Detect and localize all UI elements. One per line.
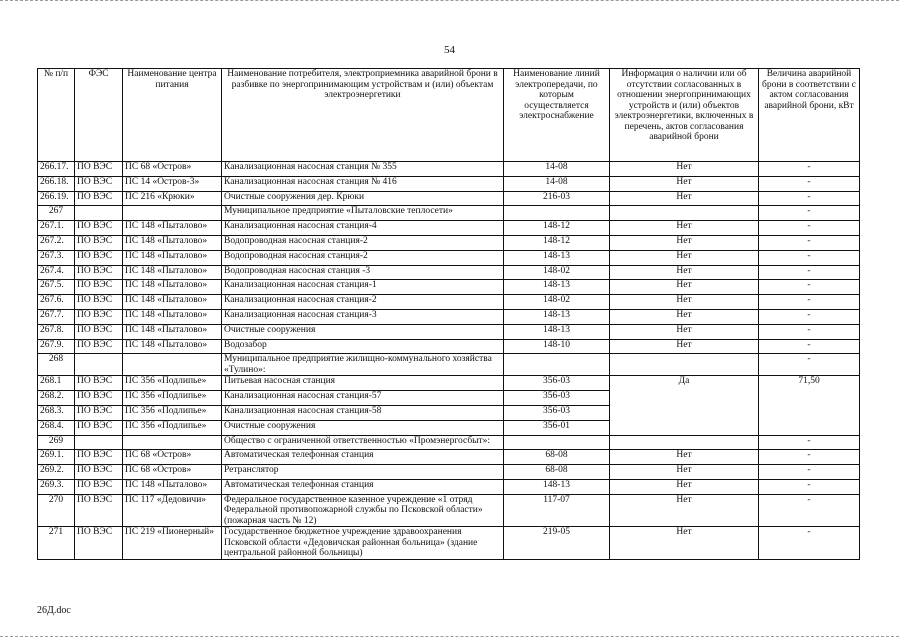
cell-fes: ПО ВЭС: [75, 376, 123, 391]
cell-center: ПС 148 «Пыталово»: [123, 265, 222, 280]
cell-info: Да: [610, 376, 759, 435]
cell-center: ПС 216 «Крюки»: [123, 191, 222, 206]
table-row: [38, 376, 860, 391]
cell-num: 269: [38, 435, 75, 450]
cell-info: [610, 435, 759, 450]
cell-info: Нет: [610, 494, 759, 527]
cell-line: 356-01: [504, 420, 610, 435]
cell-value: -: [759, 280, 860, 295]
cell-line: 148-02: [504, 265, 610, 280]
cell-line: 148-13: [504, 479, 610, 494]
cell-consumer: Муниципальное предприятие жилищно-коммунального хозяйства «Тулино»:: [222, 354, 504, 376]
table-row: [38, 280, 860, 295]
cell-info: Нет: [610, 221, 759, 236]
cell-consumer: Канализационная насосная станция-57: [222, 391, 504, 406]
cell-center: [123, 435, 222, 450]
table-row: [38, 221, 860, 236]
cell-center: ПС 356 «Подлипье»: [123, 405, 222, 420]
cell-fes: ПО ВЭС: [75, 191, 123, 206]
cell-info: Нет: [610, 265, 759, 280]
cell-center: ПС 356 «Подлипье»: [123, 376, 222, 391]
cell-num: 268: [38, 354, 75, 376]
header-consumer: Наименование потребителя, электроприемника аварийной брони в разбивке по энергопринимающим устройствам и (или) объектам электроэнергетики: [222, 69, 504, 162]
cell-num: 269.3.: [38, 479, 75, 494]
cell-fes: ПО ВЭС: [75, 176, 123, 191]
cell-info: Нет: [610, 450, 759, 465]
cell-consumer: Очистные сооружения: [222, 324, 504, 339]
cell-center: ПС 148 «Пыталово»: [123, 295, 222, 310]
scan-edge-bottom: [0, 636, 899, 638]
cell-info: Нет: [610, 176, 759, 191]
cell-fes: ПО ВЭС: [75, 527, 123, 560]
cell-num: 267.6.: [38, 295, 75, 310]
cell-info: [610, 206, 759, 221]
cell-fes: ПО ВЭС: [75, 391, 123, 406]
cell-info: Нет: [610, 191, 759, 206]
table-row: [38, 435, 860, 450]
cell-num: 268.4.: [38, 420, 75, 435]
cell-info: Нет: [610, 295, 759, 310]
cell-line: 148-13: [504, 280, 610, 295]
cell-line: 356-03: [504, 376, 610, 391]
cell-center: ПС 148 «Пыталово»: [123, 235, 222, 250]
cell-num: 267.3.: [38, 250, 75, 265]
cell-fes: ПО ВЭС: [75, 235, 123, 250]
cell-value: -: [759, 354, 860, 376]
cell-fes: ПО ВЭС: [75, 309, 123, 324]
cell-num: 271: [38, 527, 75, 560]
cell-line: 148-10: [504, 339, 610, 354]
cell-num: 270: [38, 494, 75, 527]
cell-consumer: Водопроводная насосная станция-2: [222, 250, 504, 265]
cell-value: -: [759, 465, 860, 480]
cell-center: ПС 148 «Пыталово»: [123, 324, 222, 339]
table-row: [38, 354, 860, 376]
cell-consumer: Канализационная насосная станция-3: [222, 309, 504, 324]
cell-consumer: Водопроводная насосная станция-2: [222, 235, 504, 250]
cell-line: 148-13: [504, 324, 610, 339]
cell-num: 267.2.: [38, 235, 75, 250]
cell-line: 14-08: [504, 176, 610, 191]
table-row: [38, 265, 860, 280]
reserve-table: [37, 68, 860, 560]
cell-value: -: [759, 309, 860, 324]
cell-info: Нет: [610, 162, 759, 177]
cell-num: 268.1: [38, 376, 75, 391]
cell-line: 356-03: [504, 391, 610, 406]
cell-center: ПС 356 «Подлипье»: [123, 420, 222, 435]
cell-center: ПС 356 «Подлипье»: [123, 391, 222, 406]
cell-line: 148-12: [504, 221, 610, 236]
cell-fes: [75, 354, 123, 376]
header-center: Наименование центра питания: [123, 69, 222, 162]
cell-center: ПС 148 «Пыталово»: [123, 280, 222, 295]
header-info: Информация о наличии или об отсутствии согласованных в отношении энергопринимающих устройств и (или) объектов электроэнергетики, включенных в перечень, актов согласования аварийной брони: [610, 69, 759, 162]
header-num: № п/п: [38, 69, 75, 162]
cell-num: 267.9.: [38, 339, 75, 354]
cell-center: ПС 148 «Пыталово»: [123, 309, 222, 324]
table-row: [38, 309, 860, 324]
cell-value: -: [759, 206, 860, 221]
cell-center: ПС 148 «Пыталово»: [123, 479, 222, 494]
cell-fes: ПО ВЭС: [75, 324, 123, 339]
cell-fes: ПО ВЭС: [75, 339, 123, 354]
table-row: [38, 465, 860, 480]
table-row: [38, 295, 860, 310]
table-row: [38, 250, 860, 265]
table-row: [38, 450, 860, 465]
cell-consumer: Очистные сооружения: [222, 420, 504, 435]
cell-value: 71,50: [759, 376, 860, 435]
cell-num: 267.1.: [38, 221, 75, 236]
cell-value: -: [759, 450, 860, 465]
cell-info: Нет: [610, 250, 759, 265]
cell-line: [504, 354, 610, 376]
cell-center: ПС 14 «Остров-3»: [123, 176, 222, 191]
cell-num: 267.7.: [38, 309, 75, 324]
cell-value: -: [759, 162, 860, 177]
cell-value: -: [759, 250, 860, 265]
cell-fes: ПО ВЭС: [75, 450, 123, 465]
table-row: [38, 162, 860, 177]
cell-value: -: [759, 479, 860, 494]
cell-num: 268.3.: [38, 405, 75, 420]
cell-consumer: Ретранслятор: [222, 465, 504, 480]
cell-value: -: [759, 339, 860, 354]
header-row: [38, 69, 860, 162]
page-number: 54: [444, 44, 455, 56]
cell-num: 269.1.: [38, 450, 75, 465]
cell-line: 148-13: [504, 250, 610, 265]
cell-line: 148-02: [504, 295, 610, 310]
cell-info: Нет: [610, 527, 759, 560]
cell-num: 266.19.: [38, 191, 75, 206]
cell-center: ПС 68 «Остров»: [123, 450, 222, 465]
cell-consumer: Общество с ограниченной ответственностью «Промэнергосбыт»:: [222, 435, 504, 450]
cell-num: 267.8.: [38, 324, 75, 339]
cell-num: 268.2.: [38, 391, 75, 406]
cell-line: 148-13: [504, 309, 610, 324]
cell-fes: ПО ВЭС: [75, 295, 123, 310]
cell-value: -: [759, 295, 860, 310]
cell-fes: ПО ВЭС: [75, 405, 123, 420]
cell-fes: ПО ВЭС: [75, 265, 123, 280]
cell-line: 14-08: [504, 162, 610, 177]
table-row: [38, 494, 860, 527]
cell-fes: ПО ВЭС: [75, 221, 123, 236]
cell-consumer: Канализационная насосная станция-2: [222, 295, 504, 310]
header-line: Наименование линий электропередачи, по которым осуществляется электроснабжение: [504, 69, 610, 162]
cell-fes: [75, 435, 123, 450]
cell-fes: ПО ВЭС: [75, 494, 123, 527]
scan-edge-top: [0, 0, 899, 4]
cell-num: 266.18.: [38, 176, 75, 191]
cell-center: [123, 354, 222, 376]
cell-consumer: Очистные сооружения дер. Крюки: [222, 191, 504, 206]
table-row: [38, 206, 860, 221]
cell-fes: ПО ВЭС: [75, 465, 123, 480]
table-row: [38, 339, 860, 354]
cell-consumer: Автоматическая телефонная станция: [222, 450, 504, 465]
cell-line: 356-03: [504, 405, 610, 420]
cell-info: Нет: [610, 235, 759, 250]
cell-value: -: [759, 191, 860, 206]
cell-fes: ПО ВЭС: [75, 162, 123, 177]
cell-consumer: Государственное бюджетное учреждение здравоохранения Псковской области «Дедовичская районная больница» (здание центральной районной больницы): [222, 527, 504, 560]
cell-center: ПС 68 «Остров»: [123, 162, 222, 177]
cell-value: -: [759, 494, 860, 527]
cell-center: ПС 148 «Пыталово»: [123, 339, 222, 354]
cell-line: 117-07: [504, 494, 610, 527]
cell-num: 267.4.: [38, 265, 75, 280]
cell-info: Нет: [610, 339, 759, 354]
cell-line: 216-03: [504, 191, 610, 206]
footer-filename: 26Д.doc: [37, 605, 71, 616]
cell-num: 266.17.: [38, 162, 75, 177]
cell-value: -: [759, 435, 860, 450]
cell-center: ПС 117 «Дедовичи»: [123, 494, 222, 527]
cell-value: -: [759, 221, 860, 236]
cell-center: [123, 206, 222, 221]
cell-fes: ПО ВЭС: [75, 479, 123, 494]
cell-value: -: [759, 527, 860, 560]
cell-consumer: Водозабор: [222, 339, 504, 354]
cell-center: ПС 219 «Пионерный»: [123, 527, 222, 560]
cell-consumer: Водопроводная насосная станция -3: [222, 265, 504, 280]
cell-info: [610, 354, 759, 376]
cell-info: Нет: [610, 309, 759, 324]
table-row: [38, 191, 860, 206]
table-row: [38, 235, 860, 250]
cell-center: ПС 68 «Остров»: [123, 465, 222, 480]
cell-line: 148-12: [504, 235, 610, 250]
cell-consumer: Муниципальное предприятие «Пыталовские теплосети»: [222, 206, 504, 221]
cell-info: Нет: [610, 465, 759, 480]
cell-center: ПС 148 «Пыталово»: [123, 221, 222, 236]
cell-consumer: Канализационная насосная станция-4: [222, 221, 504, 236]
table-row: [38, 527, 860, 560]
cell-consumer: Канализационная насосная станция-1: [222, 280, 504, 295]
cell-line: 68-08: [504, 465, 610, 480]
header-fes: ФЭС: [75, 69, 123, 162]
table-row: [38, 324, 860, 339]
cell-consumer: Канализационная насосная станция № 416: [222, 176, 504, 191]
cell-num: 269.2.: [38, 465, 75, 480]
cell-line: [504, 435, 610, 450]
header-value: Величина аварийной брони в соответствии с актом согласования аварийной брони, кВт: [759, 69, 860, 162]
cell-center: ПС 148 «Пыталово»: [123, 250, 222, 265]
table-row: [38, 176, 860, 191]
cell-fes: [75, 206, 123, 221]
cell-info: Нет: [610, 280, 759, 295]
cell-fes: ПО ВЭС: [75, 420, 123, 435]
cell-line: [504, 206, 610, 221]
cell-fes: ПО ВЭС: [75, 280, 123, 295]
cell-consumer: Канализационная насосная станция № 355: [222, 162, 504, 177]
cell-value: -: [759, 235, 860, 250]
cell-value: -: [759, 265, 860, 280]
cell-value: -: [759, 176, 860, 191]
cell-consumer: Автоматическая телефонная станция: [222, 479, 504, 494]
cell-value: -: [759, 324, 860, 339]
cell-num: 267.5.: [38, 280, 75, 295]
table-row: [38, 479, 860, 494]
cell-info: Нет: [610, 324, 759, 339]
cell-consumer: Федеральное государственное казенное учреждение «1 отряд Федеральной противопожарной службы по Псковской области» (пожарная часть № 12): [222, 494, 504, 527]
cell-consumer: Канализационная насосная станция-58: [222, 405, 504, 420]
cell-consumer: Питьевая насосная станция: [222, 376, 504, 391]
cell-num: 267: [38, 206, 75, 221]
cell-info: Нет: [610, 479, 759, 494]
cell-line: 219-05: [504, 527, 610, 560]
cell-line: 68-08: [504, 450, 610, 465]
cell-fes: ПО ВЭС: [75, 250, 123, 265]
